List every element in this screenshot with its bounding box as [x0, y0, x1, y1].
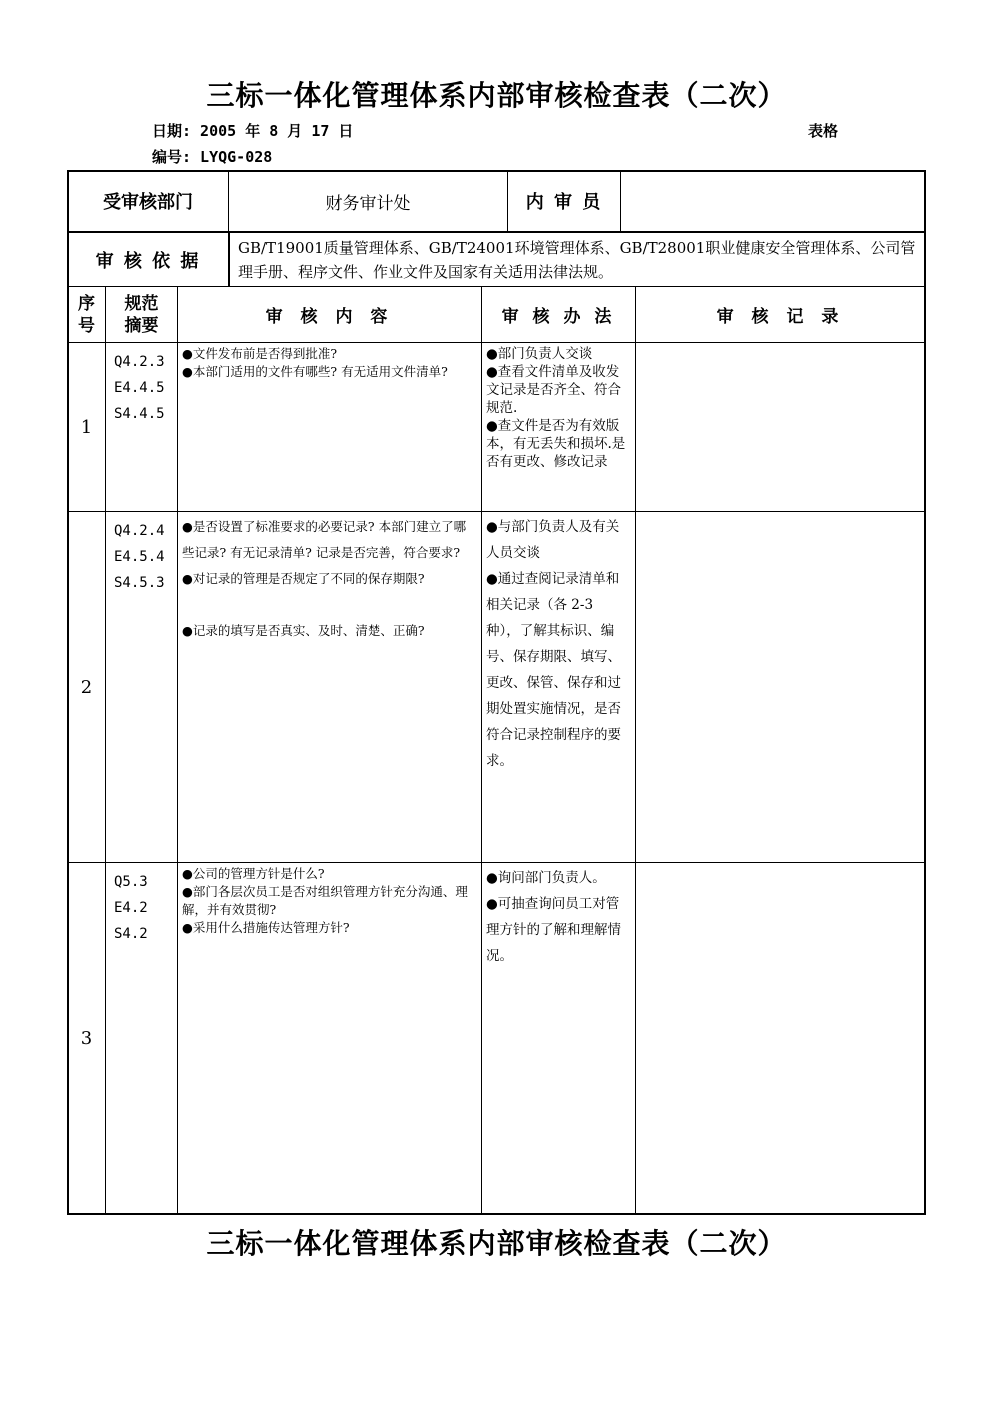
col-clause-header: 规范摘要	[105, 286, 178, 343]
method-item: ●查看文件清单及收发文记录是否齐全、符合规范.	[486, 364, 621, 416]
row1-clauses	[105, 342, 178, 512]
clause: Q4.2.3	[114, 354, 165, 370]
form-label: 表格	[808, 122, 839, 140]
row3-content	[177, 862, 482, 1215]
col-record-header: 审 核 记 录	[635, 286, 926, 343]
method-item: ●查文件是否为有效版本，有无丢失和损坏.是否有更改、修改记录	[486, 418, 626, 470]
method-item: ●询问部门负责人。	[486, 870, 606, 886]
row2-seq: 2	[67, 511, 106, 863]
method-item: ●通过查阅记录清单和相关记录（各 2-3 种），了解其标识、编号、保存期限、填写、更改、保管、保存和过期处置实施情况，是否符合记录控制程序的要求。	[486, 571, 621, 769]
content-item	[182, 592, 477, 618]
clause: Q5.3	[114, 874, 148, 890]
row3-clauses	[105, 862, 178, 1215]
basis-label: 审 核 依 据	[67, 232, 229, 287]
row3-seq: 3	[67, 862, 106, 1215]
col-content-header: 审 核 内 容	[177, 286, 482, 343]
clause: S4.4.5	[114, 406, 165, 422]
content-item: ●采用什么措施传达管理方针?	[182, 920, 350, 935]
col-method-header: 审 核 办 法	[481, 286, 636, 343]
row2-clauses	[105, 511, 178, 863]
clause: E4.4.5	[114, 380, 165, 396]
row2-record[interactable]	[635, 511, 926, 863]
document-code: 编号: LYQG-028	[152, 148, 273, 166]
row1-method	[481, 342, 636, 512]
row1-record[interactable]	[635, 342, 926, 512]
content-item: ●本部门适用的文件有哪些? 有无适用文件清单?	[182, 364, 448, 379]
row2-method	[481, 511, 636, 863]
row3-record[interactable]	[635, 862, 926, 1215]
page-title: 三标一体化管理体系内部审核检查表（二次）	[206, 79, 787, 112]
clause: E4.5.4	[114, 549, 165, 565]
dept-label: 受审核部门	[67, 170, 229, 232]
method-item: ●部门负责人交谈	[486, 346, 593, 362]
content-item: ●对记录的管理是否规定了不同的保存期限?	[182, 571, 425, 586]
content-item: ●记录的填写是否真实、及时、清楚、正确?	[182, 623, 425, 638]
col-seq-header: 序号	[67, 286, 106, 343]
row1-seq: 1	[67, 342, 106, 512]
dept-value: 财务审计处	[228, 170, 508, 232]
clause: S4.2	[114, 926, 148, 942]
content-item: ●是否设置了标准要求的必要记录? 本部门建立了哪些记录? 有无记录清单? 记录是否完善，符合要求?	[182, 519, 467, 560]
method-item: ●可抽查询问员工对管理方针的了解和理解情况。	[486, 896, 621, 964]
page-title-repeat: 三标一体化管理体系内部审核检查表（二次）	[206, 1227, 787, 1260]
row1-content	[177, 342, 482, 512]
content-item: ●部门各层次员工是否对组织管理方针充分沟通、理解，并有效贯彻?	[182, 884, 468, 917]
auditor-label: 内 审 员	[507, 170, 621, 232]
clause: S4.5.3	[114, 575, 165, 591]
row2-content	[177, 511, 482, 863]
method-item: ●与部门负责人及有关人员交谈	[486, 519, 620, 561]
date-text: 日期: 2005 年 8 月 17 日	[152, 122, 354, 140]
basis-value: GB/T19001质量管理体系、GB/T24001环境管理体系、GB/T28001职业健康安全管理体系、公司管理手册、程序文件、作业文件及国家有关适用法律法规。	[229, 232, 926, 287]
clause: Q4.2.4	[114, 523, 165, 539]
auditor-value	[620, 170, 926, 232]
clause: E4.2	[114, 900, 148, 916]
content-item: ●公司的管理方针是什么?	[182, 866, 325, 881]
content-item: ●文件发布前是否得到批准?	[182, 346, 338, 361]
row3-method	[481, 862, 636, 1215]
